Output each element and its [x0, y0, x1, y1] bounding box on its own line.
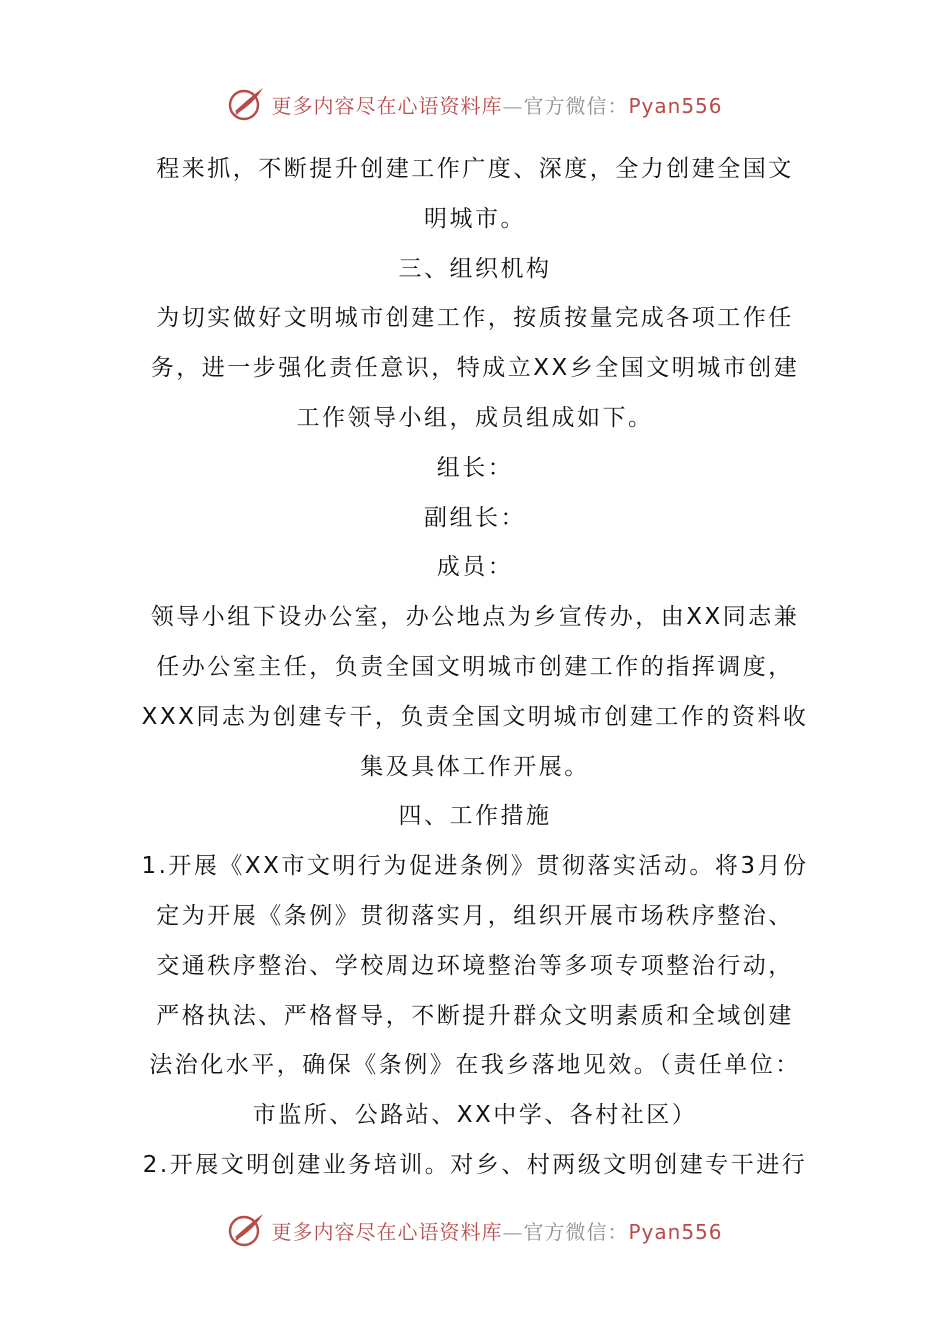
document-body	[140, 145, 810, 1191]
text-line: 1.开展《XX市文明行为促进条例》贯彻落实活动。将3月份	[141, 853, 809, 880]
text-line: 务，进一步强化责任意识，特成立XX乡全国文明城市创建	[150, 355, 800, 382]
text-line: 严格执法、严格督导，不断提升群众文明素质和全域创建	[156, 1002, 794, 1029]
banner-sub-text: 官方微信：	[523, 1219, 629, 1244]
banner-main-text: 更多内容尽在心语资料库	[271, 1219, 503, 1244]
text-line: 集及具体工作开展。	[360, 753, 590, 780]
quill-logo-icon	[227, 1210, 267, 1250]
section-heading: 三、组织机构	[398, 255, 552, 282]
banner-sub-text: 官方微信：	[523, 93, 629, 118]
text-line: 工作领导小组，成员组成如下。	[296, 404, 654, 431]
page-footer-banner	[0, 1208, 950, 1252]
banner-dash: —	[502, 1219, 524, 1244]
banner-dash: —	[502, 93, 524, 118]
footer-banner-text	[271, 1216, 722, 1245]
text-line: 2.开展文明创建业务培训。对乡、村两级文明创建专干进行	[142, 1151, 808, 1178]
text-line: 交通秩序整治、学校周边环境整治等多项专项整治行动，	[156, 952, 794, 979]
header-banner-text	[271, 90, 722, 119]
text-line: 程来抓，不断提升创建工作广度、深度，全力创建全国文	[156, 156, 794, 182]
text-line: 任办公室主任，负责全国文明城市创建工作的指挥调度，	[156, 653, 794, 680]
text-line: 成员：	[436, 554, 514, 581]
text-line: 领导小组下设办公室，办公地点为乡宣传办，由XX同志兼	[150, 604, 800, 631]
quill-logo-icon	[227, 84, 267, 124]
banner-wechat-id: Pyan556	[628, 1219, 723, 1244]
text-line: 组长：	[436, 454, 514, 481]
text-line: 市监所、公路站、XX中学、各村社区）	[252, 1102, 698, 1129]
text-line: 副组长：	[424, 504, 526, 531]
text-line: 法治化水平，确保《条例》在我乡落地见效。（责任单位：	[149, 1052, 801, 1079]
banner-main-text: 更多内容尽在心语资料库	[271, 93, 503, 118]
banner-wechat-id: Pyan556	[628, 93, 723, 118]
page-header-banner	[0, 82, 950, 126]
text-line: 明城市。	[424, 205, 526, 232]
text-line: XXX同志为创建专干，负责全国文明城市创建工作的资料收	[141, 703, 809, 730]
text-line: 定为开展《条例》贯彻落实月，组织开展市场秩序整治、	[156, 902, 794, 929]
text-line: 为切实做好文明城市创建工作，按质按量完成各项工作任	[156, 305, 794, 332]
section-heading: 四、工作措施	[398, 803, 552, 830]
